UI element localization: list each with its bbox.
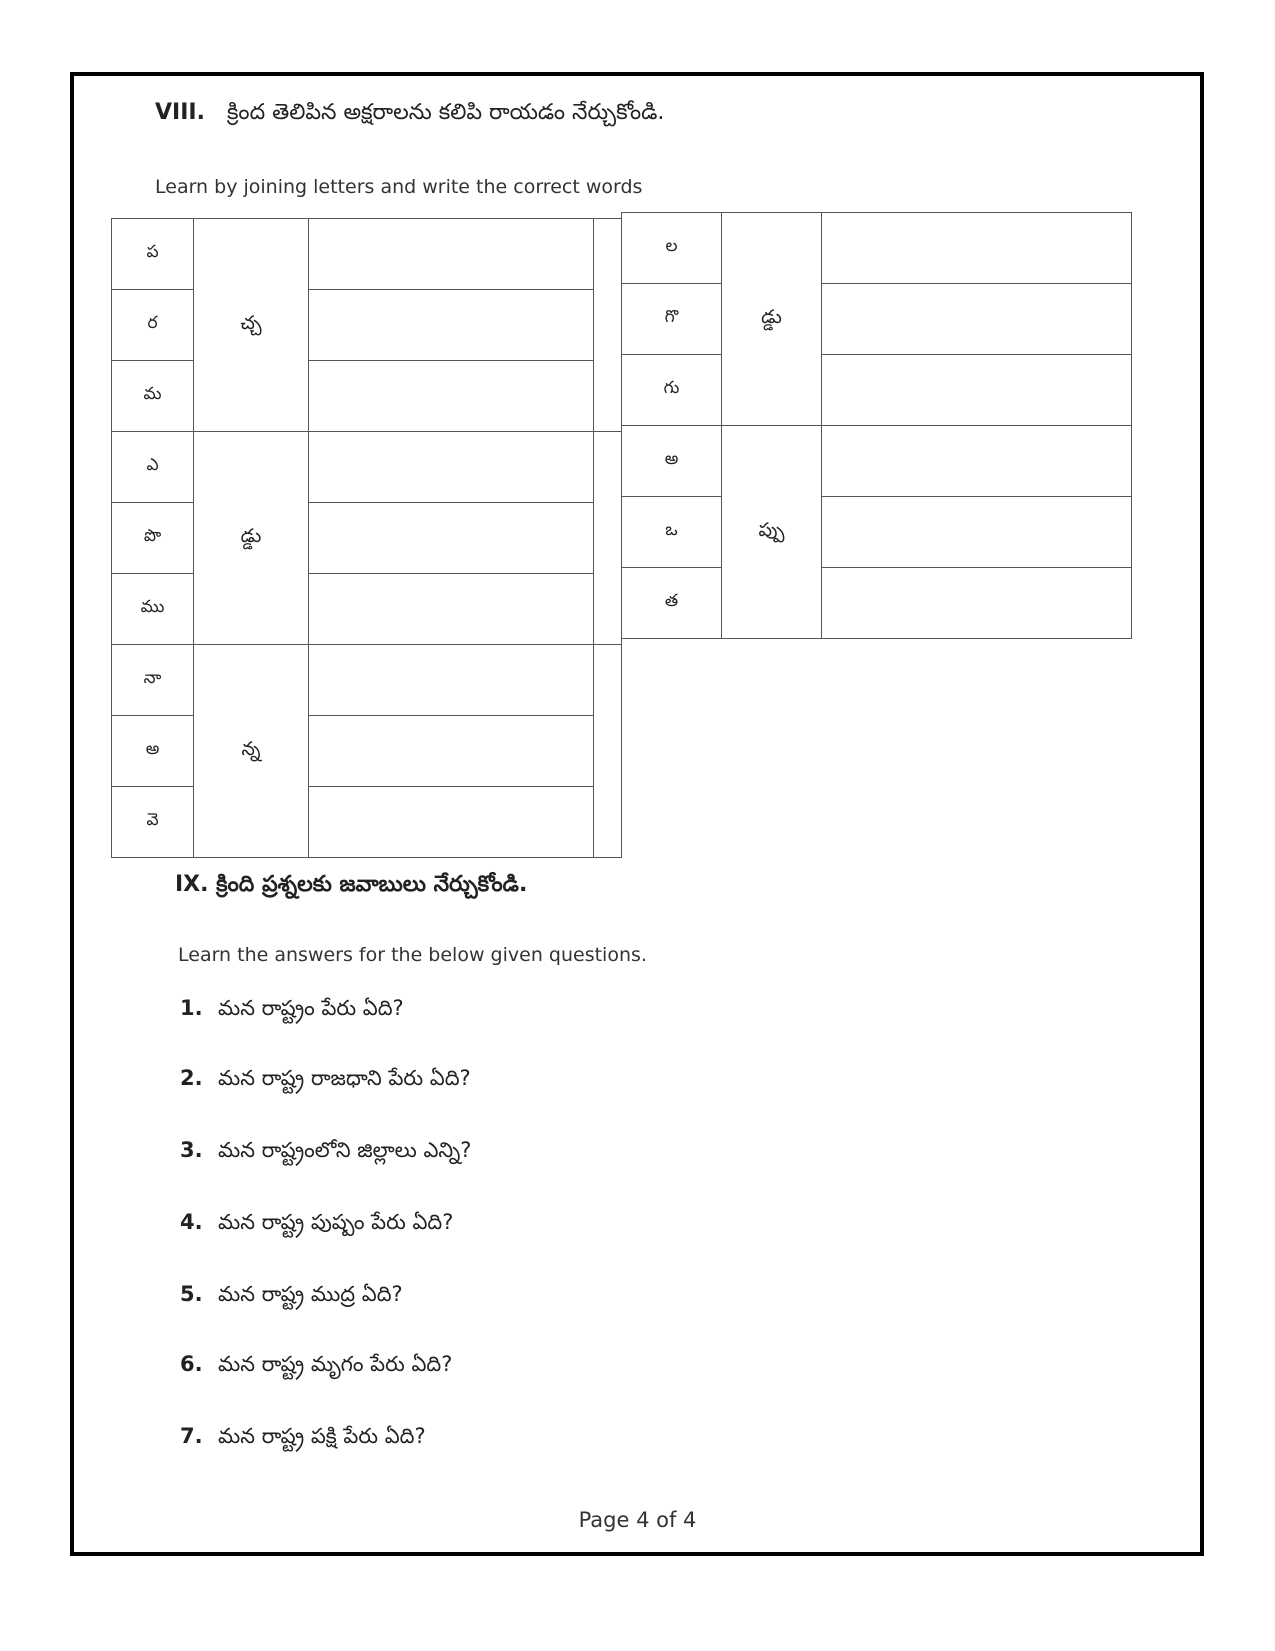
section-8-number: VIII.: [155, 100, 205, 125]
suffix-cell: ప్పు: [722, 426, 822, 639]
section-8-heading: [155, 100, 664, 130]
answer-blank[interactable]: [822, 355, 1132, 426]
letter-cell: ప: [112, 219, 194, 290]
question-text: మన రాష్ట్ర రాజధాని పేరు ఏది?: [218, 1066, 471, 1090]
question-number: 6.: [180, 1352, 203, 1376]
answer-blank[interactable]: [822, 426, 1132, 497]
question-number: 4.: [180, 1210, 203, 1234]
question-item: [180, 1138, 471, 1168]
letter-cell: త: [622, 568, 722, 639]
letter-cell: ర: [112, 290, 194, 361]
letter-cell: ము: [112, 574, 194, 645]
section-9-title: IX. క్రింది ప్రశ్నలకు జవాబులు నేర్చుకోండి.: [175, 872, 528, 897]
answer-blank[interactable]: [309, 432, 594, 503]
answer-blank[interactable]: [309, 503, 594, 574]
table-gap: [594, 219, 622, 432]
answer-blank[interactable]: [822, 284, 1132, 355]
answer-blank[interactable]: [309, 361, 594, 432]
answer-blank[interactable]: [309, 219, 594, 290]
question-item: [180, 1066, 471, 1096]
table-row: [112, 716, 622, 787]
question-text: మన రాష్ట్రంలోని జిల్లాలు ఎన్ని?: [218, 1138, 472, 1162]
letter-cell: నా: [112, 645, 194, 716]
question-number: 1.: [180, 996, 203, 1020]
table-row: [112, 787, 622, 858]
table-row: [112, 503, 622, 574]
question-item: [180, 1210, 453, 1240]
table-row: [622, 213, 1132, 284]
question-text: మన రాష్ట్ర మృగం పేరు ఏది?: [218, 1352, 453, 1376]
table-row: [112, 432, 622, 503]
letter-cell: ల: [622, 213, 722, 284]
table-row: [622, 355, 1132, 426]
section-8-title: క్రింద తెలిపిన అక్షరాలను కలిపి రాయడం నేర్చుకోండి.: [226, 100, 665, 125]
question-number: 5.: [180, 1282, 203, 1306]
question-text: మన రాష్ట్ర పుష్పం పేరు ఏది?: [218, 1210, 454, 1234]
table-row: [112, 290, 622, 361]
question-number: 7.: [180, 1424, 203, 1448]
table-row: [112, 361, 622, 432]
answer-blank[interactable]: [309, 290, 594, 361]
question-text: మన రాష్ట్ర ముద్ర ఏది?: [218, 1282, 403, 1306]
suffix-cell: న్న: [194, 645, 309, 858]
table-row: [622, 568, 1132, 639]
suffix-cell: డ్డు: [722, 213, 822, 426]
question-text: మన రాష్ట్రం పేరు ఏది?: [218, 996, 404, 1020]
question-number: 3.: [180, 1138, 203, 1162]
table-gap: [594, 432, 622, 645]
question-item: [180, 1352, 452, 1382]
question-item: [180, 1282, 403, 1312]
table-row: [622, 284, 1132, 355]
answer-blank[interactable]: [822, 568, 1132, 639]
question-number: 2.: [180, 1066, 203, 1090]
question-item: [180, 1424, 426, 1454]
letter-cell: పొ: [112, 503, 194, 574]
table-row: [112, 645, 622, 716]
answer-blank[interactable]: [309, 716, 594, 787]
letter-cell: ఒ: [622, 497, 722, 568]
suffix-cell: చ్చ: [194, 219, 309, 432]
answer-blank[interactable]: [309, 574, 594, 645]
answer-blank[interactable]: [822, 213, 1132, 284]
section-8-subtitle: Learn by joining letters and write the correct words: [155, 176, 643, 198]
suffix-cell: డ్డు: [194, 432, 309, 645]
letter-cell: గొ: [622, 284, 722, 355]
answer-blank[interactable]: [309, 645, 594, 716]
letter-cell: వె: [112, 787, 194, 858]
letters-table-right: [621, 212, 1132, 639]
table-row: [622, 497, 1132, 568]
letters-table-left: [111, 218, 622, 858]
letter-cell: ఎ: [112, 432, 194, 503]
answer-blank[interactable]: [822, 497, 1132, 568]
page-number: Page 4 of 4: [578, 1508, 697, 1532]
question-item: [180, 996, 404, 1026]
letter-cell: గు: [622, 355, 722, 426]
question-text: మన రాష్ట్ర పక్షి పేరు ఏది?: [218, 1424, 426, 1448]
table-gap: [594, 645, 622, 858]
table-row: [622, 426, 1132, 497]
table-row: [112, 574, 622, 645]
answer-blank[interactable]: [309, 787, 594, 858]
letter-cell: అ: [112, 716, 194, 787]
letter-cell: మ: [112, 361, 194, 432]
table-row: [112, 219, 622, 290]
letter-cell: అ: [622, 426, 722, 497]
section-9-subtitle: Learn the answers for the below given questions.: [178, 944, 647, 966]
